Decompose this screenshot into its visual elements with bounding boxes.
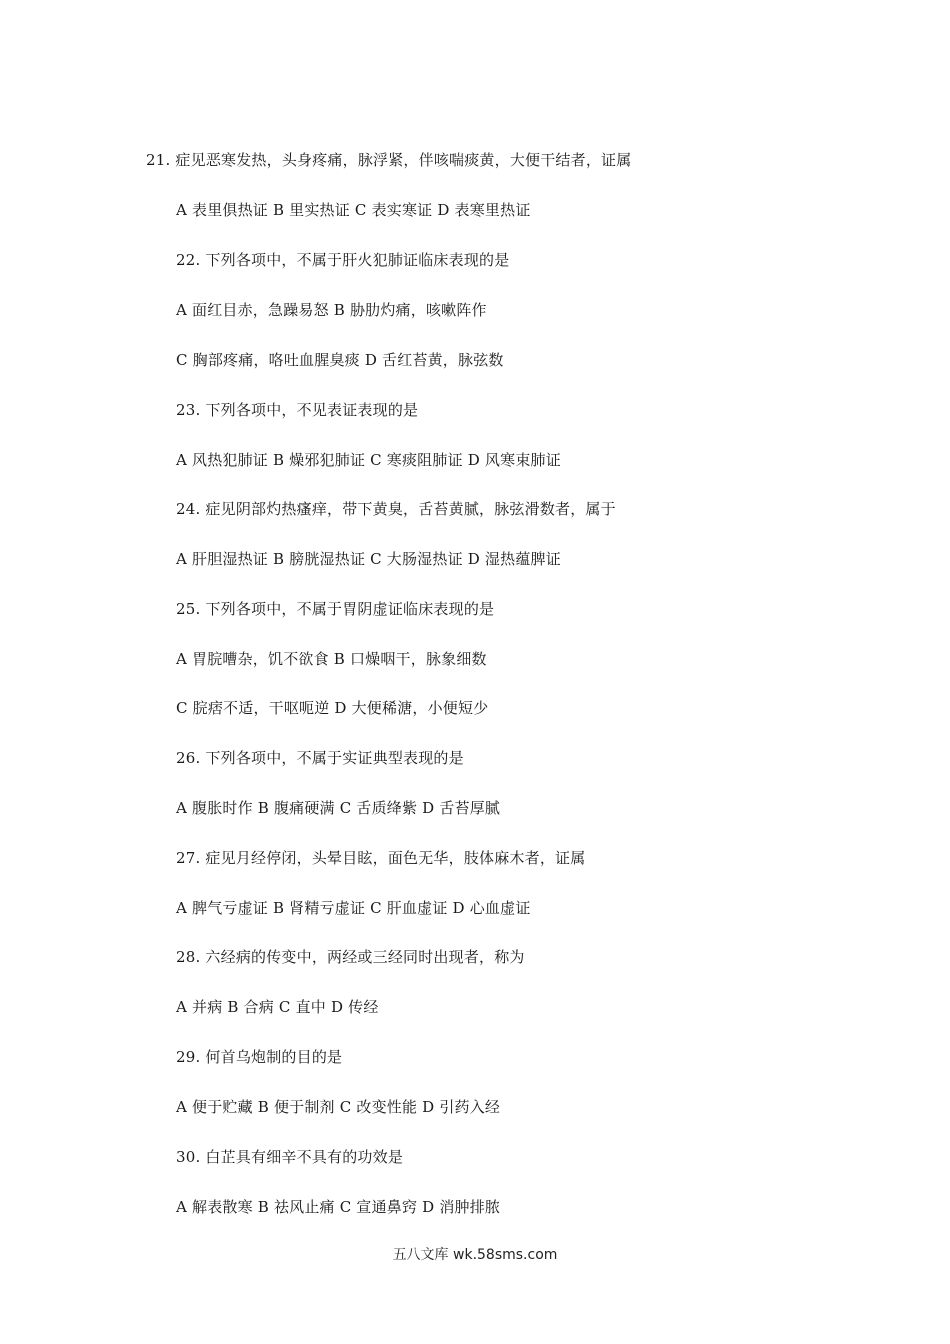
question-27: 27. 症见月经停闭，头晕目眩，面色无华，肢体麻木者，证属 [176,849,586,867]
options-22-a-b: A 面红目赤，急躁易怒 B 胁肋灼痛，咳嗽阵作 [176,301,487,319]
question-24: 24. 症见阴部灼热瘙痒，带下黄臭，舌苔黄腻，脉弦滑数者，属于 [176,500,616,518]
question-25: 25. 下列各项中，不属于胃阴虚证临床表现的是 [176,600,495,618]
question-29: 29. 何首乌炮制的目的是 [176,1048,343,1066]
options-24: A 肝胆湿热证 B 膀胱湿热证 C 大肠湿热证 D 湿热蕴脾证 [176,550,561,568]
options-25-c-d: C 脘痞不适，干呕呃逆 D 大便稀溏，小便短少 [176,699,489,717]
page-footer: 五八文库 wk.58sms.com [392,1247,558,1263]
options-28: A 并病 B 合病 C 直中 D 传经 [176,998,379,1016]
options-25-a-b: A 胃脘嘈杂，饥不欲食 B 口燥咽干，脉象细数 [176,650,487,668]
options-26: A 腹胀时作 B 腹痛硬满 C 舌质绛紫 D 舌苔厚腻 [176,799,501,817]
question-21: 21. 症见恶寒发热，头身疼痛，脉浮紧，伴咳喘痰黄，大便干结者，证属 [146,151,632,169]
question-30: 30. 白芷具有细辛不具有的功效是 [176,1148,404,1166]
question-28: 28. 六经病的传变中，两经或三经同时出现者，称为 [176,948,525,966]
question-23: 23. 下列各项中，不见表证表现的是 [176,401,419,419]
options-27: A 脾气亏虚证 B 肾精亏虚证 C 肝血虚证 D 心血虚证 [176,899,531,917]
options-30: A 解表散寒 B 祛风止痛 C 宣通鼻窍 D 消肿排脓 [176,1198,501,1216]
options-29: A 便于贮藏 B 便于制剂 C 改变性能 D 引药入经 [176,1098,501,1116]
question-22: 22. 下列各项中，不属于肝火犯肺证临床表现的是 [176,251,510,269]
options-23: A 风热犯肺证 B 燥邪犯肺证 C 寒痰阻肺证 D 风寒束肺证 [176,451,561,469]
options-21: A 表里俱热证 B 里实热证 C 表实寒证 D 表寒里热证 [176,201,531,219]
options-22-c-d: C 胸部疼痛，咯吐血腥臭痰 D 舌红苔黄，脉弦数 [176,351,504,369]
question-26: 26. 下列各项中，不属于实证典型表现的是 [176,749,464,767]
